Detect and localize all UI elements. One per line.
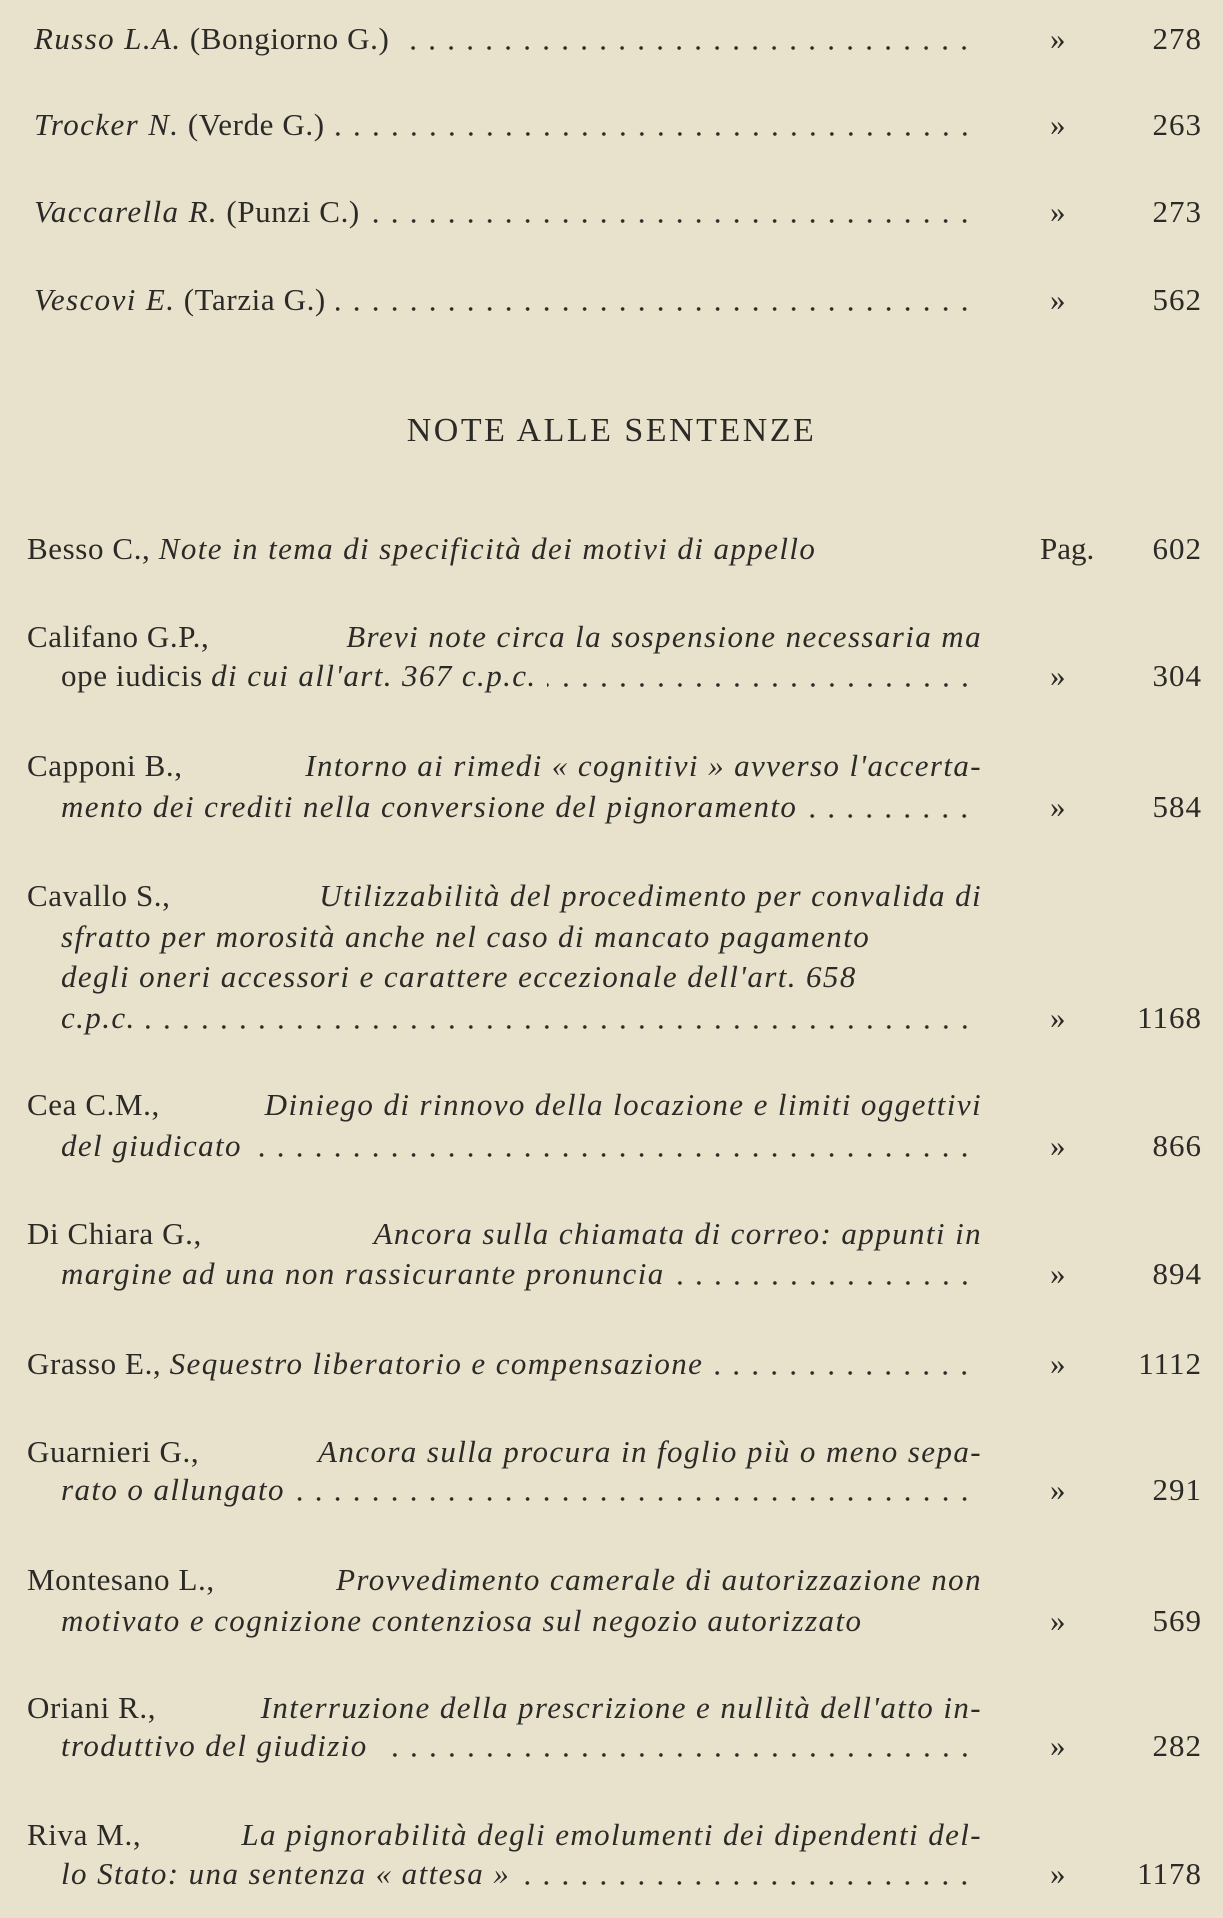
page-number: 866 (1152, 1128, 1202, 1163)
entry-author-text: Di Chiara G., (27, 1216, 211, 1251)
note-entry-line (61, 1470, 982, 1510)
entry-author-text: Cea C.M., (27, 1087, 169, 1122)
review-entry-line (34, 192, 982, 232)
entry-title-text: lo Stato: una sentenza « attesa » (61, 1856, 511, 1891)
note-entry-line (61, 656, 982, 696)
entry-title-text: c.p.c. (61, 1000, 136, 1035)
dot-leader (520, 1881, 974, 1885)
dot-leader (252, 1153, 974, 1157)
page-number: 263 (1152, 107, 1202, 142)
entry-title-text: Sequestro liberatorio e compensazione (169, 1346, 704, 1381)
page-number: 569 (1152, 1603, 1202, 1638)
page-marker: » (1050, 658, 1066, 693)
entry-author-text: Cavallo S., (27, 878, 179, 913)
page-number: 1178 (1137, 1856, 1202, 1891)
page-marker: » (1050, 21, 1066, 56)
entry-title-text: Vescovi E. (34, 282, 176, 317)
entry-author-text: Montesano L., (27, 1562, 224, 1597)
entry-author-text: Grasso E., (27, 1346, 170, 1381)
page-number: 584 (1152, 789, 1202, 824)
page-marker: » (1050, 194, 1066, 229)
entry-title-text: margine ad una non rassicurante pronuncia (61, 1256, 665, 1291)
dot-leader (336, 307, 974, 311)
entry-title-text: Utilizzabilità del procedimento per convalida di (319, 878, 982, 913)
entry-title-text: rato o allungato (61, 1472, 285, 1507)
page-marker: » (1050, 1472, 1066, 1507)
dot-leader (295, 1497, 974, 1501)
entry-author-text: (Verde G.) (179, 107, 325, 142)
page-number: 1112 (1138, 1346, 1202, 1381)
note-entry-line (61, 1254, 982, 1294)
note-entry-line (27, 1688, 982, 1728)
page-marker: » (1050, 1346, 1066, 1381)
entry-title-text: Russo L.A. (34, 21, 182, 56)
entry-author-text: Besso C., (27, 531, 159, 566)
entry-author-text: (Tarzia G.) (175, 282, 326, 317)
dot-leader (675, 1281, 974, 1285)
entry-title-text: Brevi note circa la sospensione necessaria ma (346, 619, 982, 654)
page-marker: » (1050, 1256, 1066, 1291)
page-number: 282 (1152, 1728, 1202, 1763)
entry-title-text: Note in tema di specificità dei motivi di appello (158, 531, 817, 566)
note-entry-line (27, 1815, 982, 1855)
note-entry-line (27, 1214, 982, 1254)
dot-leader (399, 46, 974, 50)
entry-author-text: Guarnieri G., (27, 1434, 208, 1469)
entry-title-text: motivato e cognizione contenziosa sul negozio autorizzato (61, 1603, 863, 1638)
entry-title-text: Ancora sulla procura in foglio più o meno sepa- (318, 1434, 982, 1469)
page-number: 304 (1152, 658, 1202, 693)
entry-title-text: Diniego di rinnovo della locazione e limiti oggettivi (264, 1087, 982, 1122)
page-number: 273 (1152, 194, 1202, 229)
page-number: 1168 (1137, 1000, 1202, 1035)
page-number: 602 (1152, 531, 1202, 566)
entry-author-text: (Bongiorno G.) (181, 21, 390, 56)
note-entry-line (61, 787, 982, 827)
dot-leader (807, 814, 974, 818)
page-marker: » (1050, 789, 1066, 824)
page-marker: » (1050, 282, 1066, 317)
entry-title-text: La pignorabilità degli emolumenti dei dipendenti del- (241, 1817, 982, 1852)
entry-title-text: Provvedimento camerale di autorizzazione non (336, 1562, 982, 1597)
entry-author-text: (Punzi C.) (218, 194, 360, 229)
dot-leader (146, 1025, 974, 1029)
page-number: 291 (1152, 1472, 1202, 1507)
review-entry-line (34, 19, 982, 59)
note-entry-line (27, 529, 982, 569)
review-entry-line (34, 280, 982, 320)
note-entry-line (61, 1601, 982, 1641)
review-entry-line (34, 105, 982, 145)
entry-title-text: Trocker N. (34, 107, 180, 142)
entry-author-text: Capponi B., (27, 748, 191, 783)
page-marker: » (1050, 1000, 1066, 1035)
note-entry-line (27, 1085, 982, 1125)
entry-title-text: sfratto per morosità anche nel caso di mancato pagamento (61, 919, 871, 954)
page-marker: Pag. (1040, 531, 1095, 566)
entry-title-text: Interruzione della prescrizione e nullità dell'atto in- (260, 1690, 982, 1725)
entry-author-text: Riva M., (27, 1817, 150, 1852)
dot-leader (547, 683, 974, 687)
entry-title-text: di cui all'art. 367 c.p.c. (211, 658, 537, 693)
entry-title-text: Intorno ai rimedi « cognitivi » avverso l'accerta- (305, 748, 982, 783)
entry-author-text: ope iudicis (61, 658, 212, 693)
entry-author-text: Oriani R., (27, 1690, 165, 1725)
note-entry-line (27, 746, 982, 786)
note-entry-line (27, 617, 982, 657)
entry-title-text: troduttivo del giudizio (61, 1728, 368, 1763)
page-marker: » (1050, 1128, 1066, 1163)
note-entry-line (61, 998, 982, 1038)
dot-leader (370, 219, 974, 223)
section-heading: NOTE ALLE SENTENZE (406, 412, 817, 449)
page-number: 562 (1152, 282, 1202, 317)
note-entry-line (27, 1432, 982, 1472)
page-marker: » (1050, 1728, 1066, 1763)
note-entry-line (61, 1126, 982, 1166)
note-entry-line (61, 1726, 982, 1766)
dot-leader (378, 1753, 974, 1757)
note-entry-line (27, 1344, 982, 1384)
page-marker: » (1050, 107, 1066, 142)
note-entry-line (27, 876, 982, 916)
page-marker: » (1050, 1603, 1066, 1638)
entry-author-text: Califano G.P., (27, 619, 218, 654)
page-number: 894 (1152, 1256, 1202, 1291)
entry-title-text: Ancora sulla chiamata di correo: appunti in (373, 1216, 982, 1251)
entry-title-text: del giudicato (61, 1128, 242, 1163)
note-entry-line (61, 917, 982, 957)
note-entry-line (61, 957, 982, 997)
dot-leader (335, 132, 974, 136)
page-number: 278 (1152, 21, 1202, 56)
note-entry-line (27, 1560, 982, 1600)
entry-title-text: Vaccarella R. (34, 194, 219, 229)
note-entry-line (61, 1854, 982, 1894)
dot-leader (713, 1371, 974, 1375)
entry-title-text: degli oneri accessori e carattere eccezionale dell'art. 658 (61, 959, 857, 994)
entry-title-text: mento dei crediti nella conversione del pignoramento (61, 789, 798, 824)
page-marker: » (1050, 1856, 1066, 1891)
